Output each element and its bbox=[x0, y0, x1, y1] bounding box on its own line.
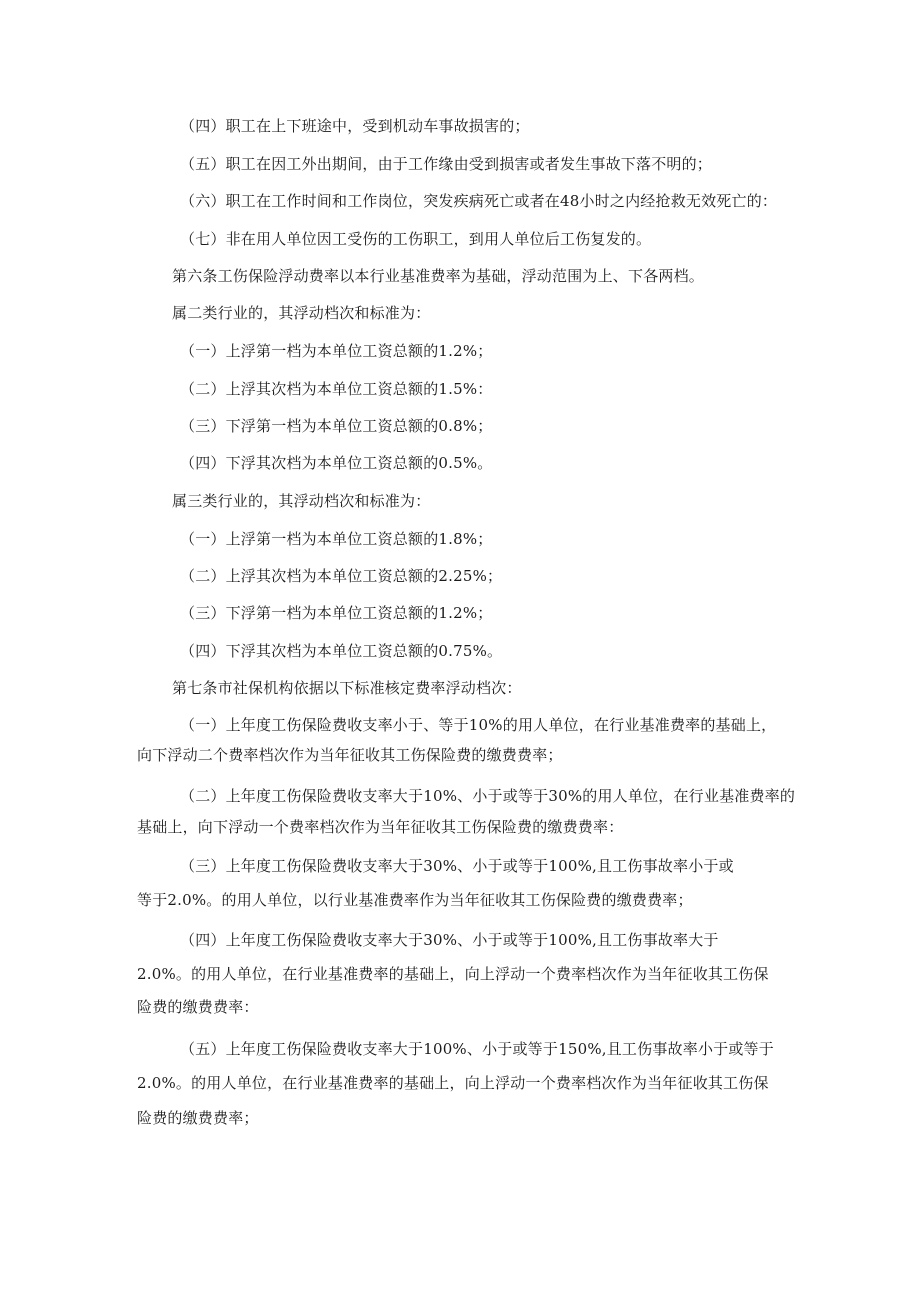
text-line: （三）下浮第一档为本单位工资总额的0.8%； bbox=[180, 417, 493, 435]
text-line: 基础上，向下浮动一个费率档次作为当年征收其工伤保险费的缴费费率： bbox=[137, 818, 624, 836]
text-line: （三）下浮第一档为本单位工资总额的1.2%； bbox=[180, 604, 493, 622]
text-line: 险费的缴费费率： bbox=[137, 998, 259, 1016]
text-line: 向下浮动二个费率档次作为当年征收其工伤保险费的缴费费率； bbox=[137, 746, 563, 764]
text-line: （六）职工在工作时间和工作岗位，突发疾病死亡或者在48小时之内经抢救无效死亡的： bbox=[180, 192, 778, 210]
text-line: （四）职工在上下班途中，受到机动车事故损害的； bbox=[180, 117, 530, 135]
text-line: （一）上浮第一档为本单位工资总额的1.8%； bbox=[180, 530, 493, 548]
text-line: （七）非在用人单位因工受伤的工伤职工，到用人单位后工伤复发的。 bbox=[180, 230, 652, 248]
text-line: 2.0%。的用人单位，在行业基准费率的基础上，向上浮动一个费率档次作为当年征收其工伤保 bbox=[137, 965, 769, 983]
article-heading: 第六条工伤保险浮动费率以本行业基准费率为基础，浮动范围为上、下各两档。 bbox=[172, 267, 705, 285]
text-line: 属三类行业的，其浮动档次和标准为： bbox=[172, 492, 431, 510]
text-line: （二）上浮其次档为本单位工资总额的2.25%； bbox=[180, 567, 503, 585]
text-line: （一）上年度工伤保险费收支率小于、等于10%的用人单位，在行业基准费率的基础上， bbox=[180, 716, 777, 734]
text-line: 等于2.0%。的用人单位，以行业基准费率作为当年征收其工伤保险费的缴费费率； bbox=[137, 891, 693, 909]
text-line: （一）上浮第一档为本单位工资总额的1.2%； bbox=[180, 342, 493, 360]
text-line: 属二类行业的，其浮动档次和标准为： bbox=[172, 304, 431, 322]
text-line: 险费的缴费费率； bbox=[137, 1109, 259, 1127]
text-line: （二）上浮其次档为本单位工资总额的1.5%： bbox=[180, 380, 493, 398]
text-line: （四）下浮其次档为本单位工资总额的0.75%。 bbox=[180, 642, 503, 660]
text-line: （四）上年度工伤保险费收支率大于30%、小于或等于100%,且工伤事故率大于 bbox=[180, 931, 719, 949]
text-line: （四）下浮其次档为本单位工资总额的0.5%。 bbox=[180, 454, 493, 472]
text-line: 2.0%。的用人单位，在行业基准费率的基础上，向上浮动一个费率档次作为当年征收其工伤保 bbox=[137, 1074, 769, 1092]
text-line: （五）上年度工伤保险费收支率大于100%、小于或等于150%,且工伤事故率小于或等于 bbox=[180, 1040, 774, 1058]
article-heading: 第七条市社保机构依据以下标准核定费率浮动档次： bbox=[172, 679, 522, 697]
text-line: （二）上年度工伤保险费收支率大于10%、小于或等于30%的用人单位，在行业基准费率的 bbox=[180, 787, 796, 805]
text-line: （三）上年度工伤保险费收支率大于30%、小于或等于100%,且工伤事故率小于或 bbox=[180, 857, 734, 875]
text-line: （五）职工在因工外出期间，由于工作缘由受到损害或者发生事故下落不明的； bbox=[180, 155, 713, 173]
